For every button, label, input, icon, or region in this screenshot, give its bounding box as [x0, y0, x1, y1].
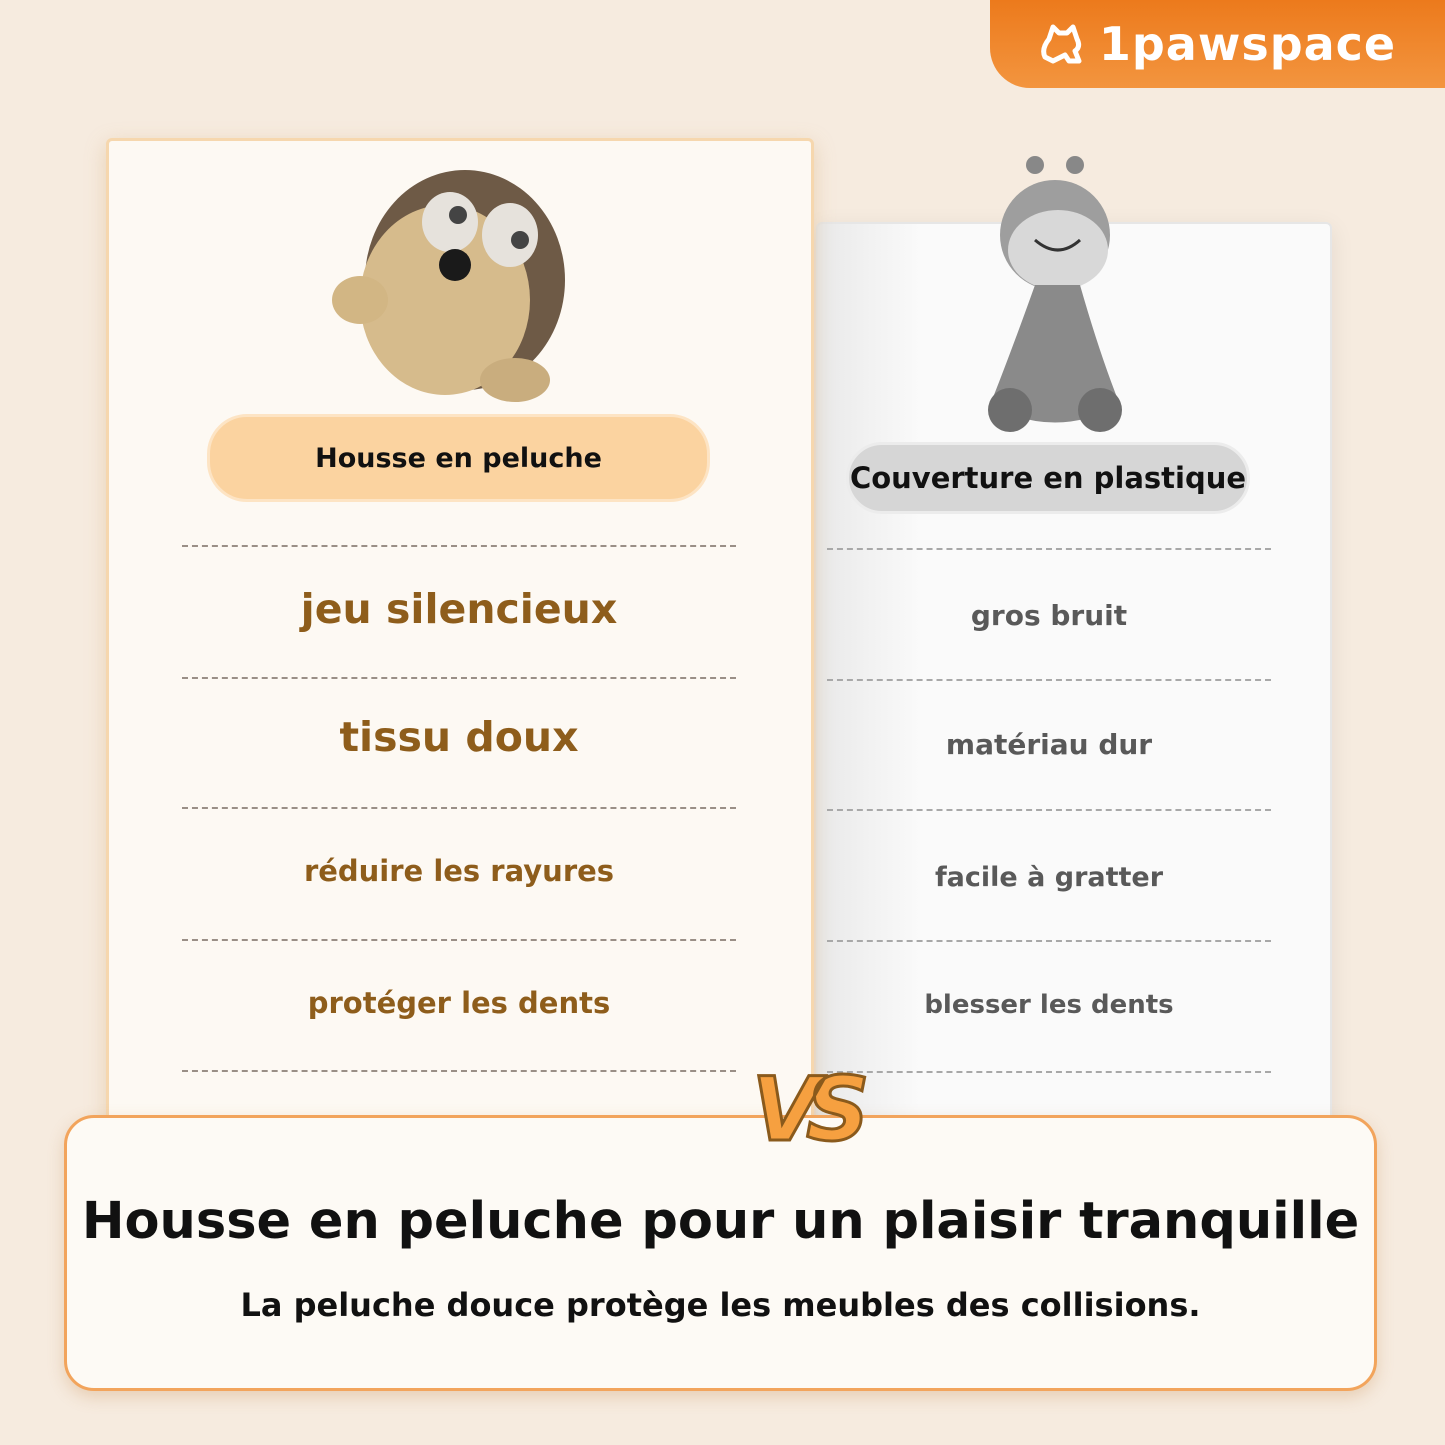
- summary-subtitle: La peluche douce protège les meubles des collisions.: [240, 1286, 1201, 1324]
- divider: [827, 809, 1271, 811]
- plush-feature: tissu doux: [339, 713, 579, 761]
- plush-feature: protéger les dents: [307, 986, 611, 1020]
- divider: [827, 679, 1271, 681]
- plastic-feature: facile à gratter: [934, 862, 1164, 893]
- brand-name: 1pawspace: [1098, 17, 1397, 71]
- hedgehog-toy-image: [330, 160, 580, 410]
- plastic-label: Couverture en plastique: [846, 442, 1250, 514]
- summary-title: Housse en peluche pour un plaisir tranquille: [81, 1192, 1360, 1251]
- divider: [182, 807, 736, 809]
- plastic-feature: blesser les dents: [924, 990, 1174, 1020]
- divider: [182, 939, 736, 941]
- plush-feature: réduire les rayures: [303, 854, 615, 888]
- giraffe-toy-image: [980, 155, 1130, 440]
- summary-panel: [64, 1115, 1377, 1391]
- divider: [182, 677, 736, 679]
- brand-logo: [990, 0, 1445, 88]
- plastic-feature: matériau dur: [945, 728, 1153, 761]
- vs-badge: VS: [752, 1058, 856, 1161]
- plastic-feature: gros bruit: [970, 599, 1128, 632]
- divider: [827, 548, 1271, 550]
- cat-logo-icon: [1039, 21, 1089, 67]
- divider: [182, 545, 736, 547]
- plush-feature: jeu silencieux: [300, 585, 618, 633]
- plush-label: Housse en peluche: [207, 414, 710, 502]
- divider: [827, 1071, 1271, 1073]
- divider: [182, 1070, 736, 1072]
- divider: [827, 940, 1271, 942]
